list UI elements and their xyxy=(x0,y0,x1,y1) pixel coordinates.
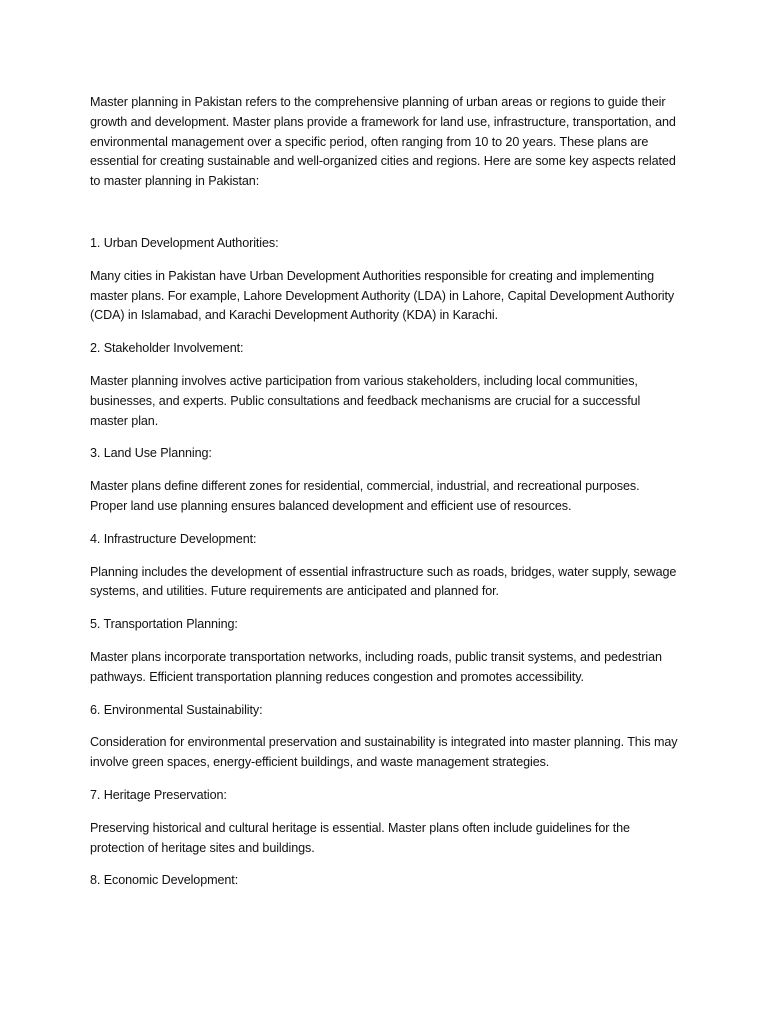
section-heading-transportation-planning: 5. Transportation Planning: xyxy=(90,617,238,632)
section-body-heritage-preservation: Preserving historical and cultural heritage is essential. Master plans often include guidelines for the protection of heritage sites and buildings. xyxy=(90,820,630,855)
section-body-urban-development-authorities: Many cities in Pakistan have Urban Development Authorities responsible for creating and implementing master plans. For example, Lahore Development Authority (LDA) in Lahore, Capital Development Authority (CDA) in Islamabad, and Karachi Development Authority (KDA) in Karachi. xyxy=(90,268,675,323)
section-heading-heritage-preservation: 7. Heritage Preservation: xyxy=(90,787,227,802)
section-heading-land-use-planning: 3. Land Use Planning: xyxy=(90,446,212,461)
section-heading-economic-development: 8. Economic Development: xyxy=(90,873,239,888)
section-heading-infrastructure-development: 4. Infrastructure Development: xyxy=(90,531,257,546)
section-body-transportation-planning: Master plans incorporate transportation networks, including roads, public transit systems, and pedestrian pathways. Efficient transportation planning reduces congestion and promotes accessibility. xyxy=(90,649,662,684)
section-heading-stakeholder-involvement: 2. Stakeholder Involvement: xyxy=(90,341,244,356)
section-body-stakeholder-involvement: Master planning involves active participation from various stakeholders, including local communities, businesses, and experts. Public consultations and feedback mechanisms are crucial for a successful master plan. xyxy=(90,373,641,428)
intro-paragraph: Master planning in Pakistan refers to the comprehensive planning of urban areas or regions to guide their growth and development. Master plans provide a framework for land use, infrastructure, transportation, and environmental management over a specific period, often ranging from 10 to 20 years. These plans are essential for creating sustainable and well-organized cities and regions. Here are some key aspects related to master planning in Pakistan: xyxy=(90,95,676,189)
section-heading-urban-development-authorities: 1. Urban Development Authorities: xyxy=(90,235,279,250)
section-body-land-use-planning: Master plans define different zones for residential, commercial, industrial, and recreational purposes. Proper land use planning ensures balanced development and efficient use of resources. xyxy=(90,479,640,513)
section-heading-environmental-sustainability: 6. Environmental Sustainability: xyxy=(90,702,263,717)
section-body-infrastructure-development: Planning includes the development of essential infrastructure such as roads, bridges, water supply, sewage systems, and utilities. Future requirements are anticipated and planned for. xyxy=(90,564,677,599)
document-body xyxy=(90,93,680,904)
section-body-environmental-sustainability: Consideration for environmental preservation and sustainability is integrated into master planning. This may involve green spaces, energy-efficient buildings, and waste management strategies. xyxy=(90,735,678,770)
